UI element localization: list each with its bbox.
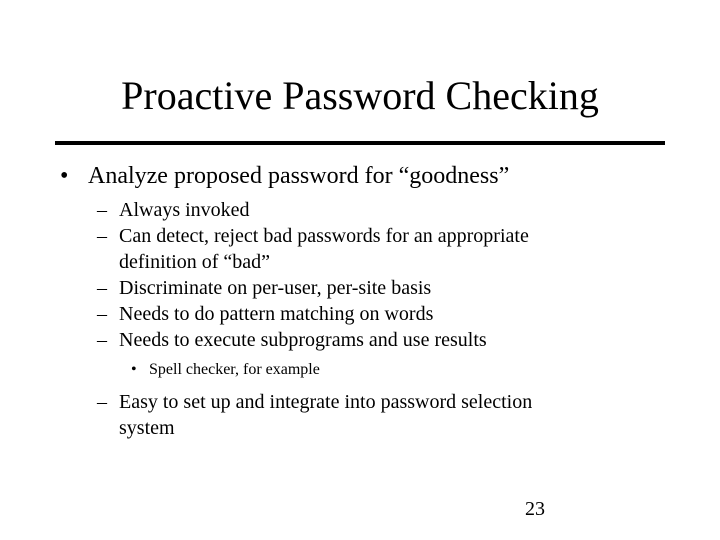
sub-item-subprograms	[97, 327, 677, 353]
sub-item-text-continued: definition of “bad”	[119, 251, 271, 273]
sub-item-easy-setup	[97, 389, 677, 441]
sub-item-text: Always invoked	[119, 199, 250, 221]
dash-marker: –	[97, 391, 107, 413]
sub-item-text: Easy to set up and integrate into password selection	[119, 391, 533, 413]
sub-bullet-list	[97, 197, 677, 441]
subsub-item-spell-checker	[131, 360, 677, 380]
small-bullet-marker: •	[131, 361, 137, 378]
slide-title: Proactive Password Checking	[121, 73, 599, 118]
subsub-item-text: Spell checker, for example	[149, 361, 320, 378]
sub-item-always-invoked	[97, 197, 677, 223]
dash-marker: –	[97, 225, 107, 247]
sub-item-pattern-matching	[97, 301, 677, 327]
title-divider	[55, 141, 665, 145]
dash-marker: –	[97, 199, 107, 221]
dash-marker: –	[97, 277, 107, 299]
bullet-marker: •	[60, 163, 69, 189]
sub-item-text: Needs to do pattern matching on words	[119, 303, 434, 325]
dash-marker: –	[97, 329, 107, 351]
main-bullet-text: Analyze proposed password for “goodness”	[88, 163, 510, 189]
sub-item-discriminate	[97, 275, 677, 301]
sub-item-text-continued: system	[119, 417, 175, 439]
sub-item-text: Can detect, reject bad passwords for an appropriate	[119, 225, 529, 247]
dash-marker: –	[97, 303, 107, 325]
page-number: 23	[525, 498, 545, 520]
sub-item-text: Needs to execute subprograms and use results	[119, 329, 487, 351]
sub-item-detect-reject	[97, 223, 677, 275]
sub-item-text: Discriminate on per-user, per-site basis	[119, 277, 432, 299]
